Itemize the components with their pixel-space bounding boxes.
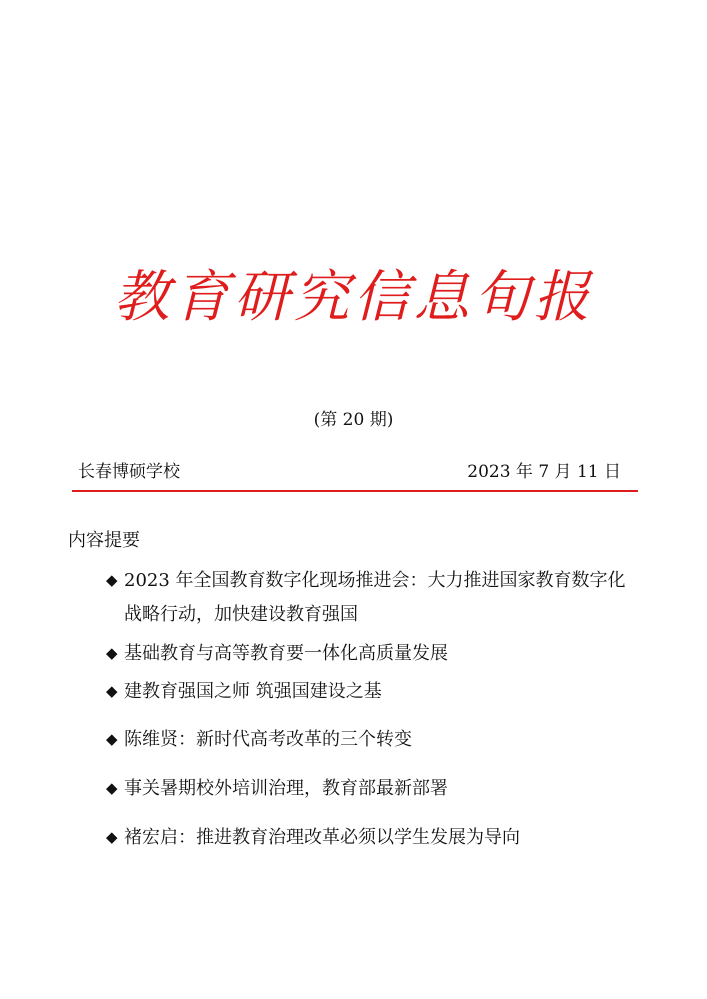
- diamond-bullet-icon: ◆: [106, 571, 118, 589]
- summary-item-1[interactable]: [106, 563, 666, 632]
- summary-item-3[interactable]: [106, 674, 666, 709]
- diamond-bullet-icon: ◆: [106, 682, 118, 700]
- diamond-bullet-icon: ◆: [106, 644, 118, 662]
- diamond-bullet-icon: ◆: [106, 828, 118, 846]
- summary-item-6[interactable]: [106, 820, 666, 855]
- summary-heading: 内容提要: [68, 530, 140, 551]
- diamond-bullet-icon: ◆: [106, 779, 118, 797]
- summary-item-text: 基础教育与高等教育要一体化高质量发展: [124, 643, 448, 664]
- meta-row: [78, 459, 621, 485]
- summary-item-text: 2023 年全国教育数字化现场推进会：大力推进国家教育数字化: [124, 570, 626, 591]
- issue-number: (第 20 期): [313, 410, 394, 430]
- summary-item-text: 褚宏启：推进教育治理改革必须以学生发展为导向: [124, 827, 520, 848]
- summary-item-text: 陈维贤：新时代高考改革的三个转变: [124, 729, 412, 750]
- summary-item-4[interactable]: [106, 722, 666, 757]
- red-divider: [72, 490, 638, 492]
- diamond-bullet-icon: ◆: [106, 730, 118, 748]
- masthead-title: 教育研究信息旬报: [113, 265, 594, 330]
- summary-item-2[interactable]: [106, 636, 666, 671]
- summary-item-text: 建教育强国之师 筑强国建设之基: [124, 681, 382, 702]
- summary-item-5[interactable]: [106, 771, 666, 806]
- summary-item-text-continued: 战略行动，加快建设教育强国: [124, 604, 358, 625]
- school-name: 长春博硕学校: [78, 462, 180, 482]
- summary-item-text: 事关暑期校外培训治理，教育部最新部署: [124, 778, 448, 799]
- issue-date: 2023 年 7 月 11 日: [467, 462, 621, 482]
